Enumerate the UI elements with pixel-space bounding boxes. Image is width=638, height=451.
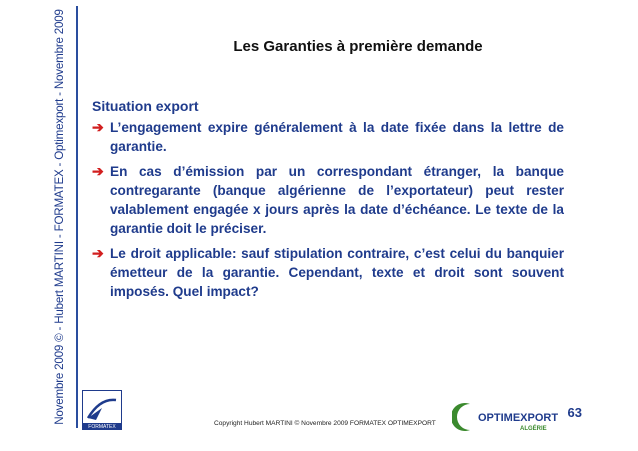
bullet-text: En cas d’émission par un correspondant étranger, la banque contregarante (banque algérienne de l’exportateur) peut rester valablement engagée x jours après la date d’échéance. Le texte de la garantie doit le préciser. <box>110 163 564 237</box>
bullet-item <box>92 118 564 157</box>
footer-copyright: Copyright Hubert MARTINI © Novembre 2009 FORMATEX OPTIMEXPORT <box>214 420 436 427</box>
slide-title: Les Garanties à première demande <box>233 38 483 55</box>
arrow-right-icon: ➔ <box>92 244 104 261</box>
arrow-right-icon: ➔ <box>92 162 104 179</box>
optimexport-logo-sublabel: ALGÉRIE <box>520 426 547 432</box>
bullet-item <box>92 244 564 302</box>
formatex-logo <box>82 390 122 435</box>
formatex-logo-label: FORMATEX <box>88 424 116 430</box>
bullet-text: Le droit applicable: sauf stipulation contraire, c’est celui du banquier émetteur de la garantie. Cependant, texte et droit sont souvent imposés. Quel impact? <box>110 245 564 300</box>
optimexport-logo-label: OPTIMEXPORT <box>478 412 559 424</box>
sidebar-vertical-text: Novembre 2009 © - Hubert MARTINI - FORMATEX - Optimexport - Novembre 2009 <box>52 9 66 425</box>
bullet-item <box>92 162 564 239</box>
bullet-list <box>92 118 564 307</box>
sidebar-divider <box>76 6 78 428</box>
bullet-text: L’engagement expire généralement à la date fixée dans la lettre de garantie. <box>110 120 564 155</box>
vertical-sidebar <box>44 6 74 428</box>
section-heading: Situation export <box>92 98 199 114</box>
arrow-right-icon: ➔ <box>92 119 104 135</box>
page-number: 63 <box>567 405 582 420</box>
optimexport-logo <box>452 400 562 439</box>
